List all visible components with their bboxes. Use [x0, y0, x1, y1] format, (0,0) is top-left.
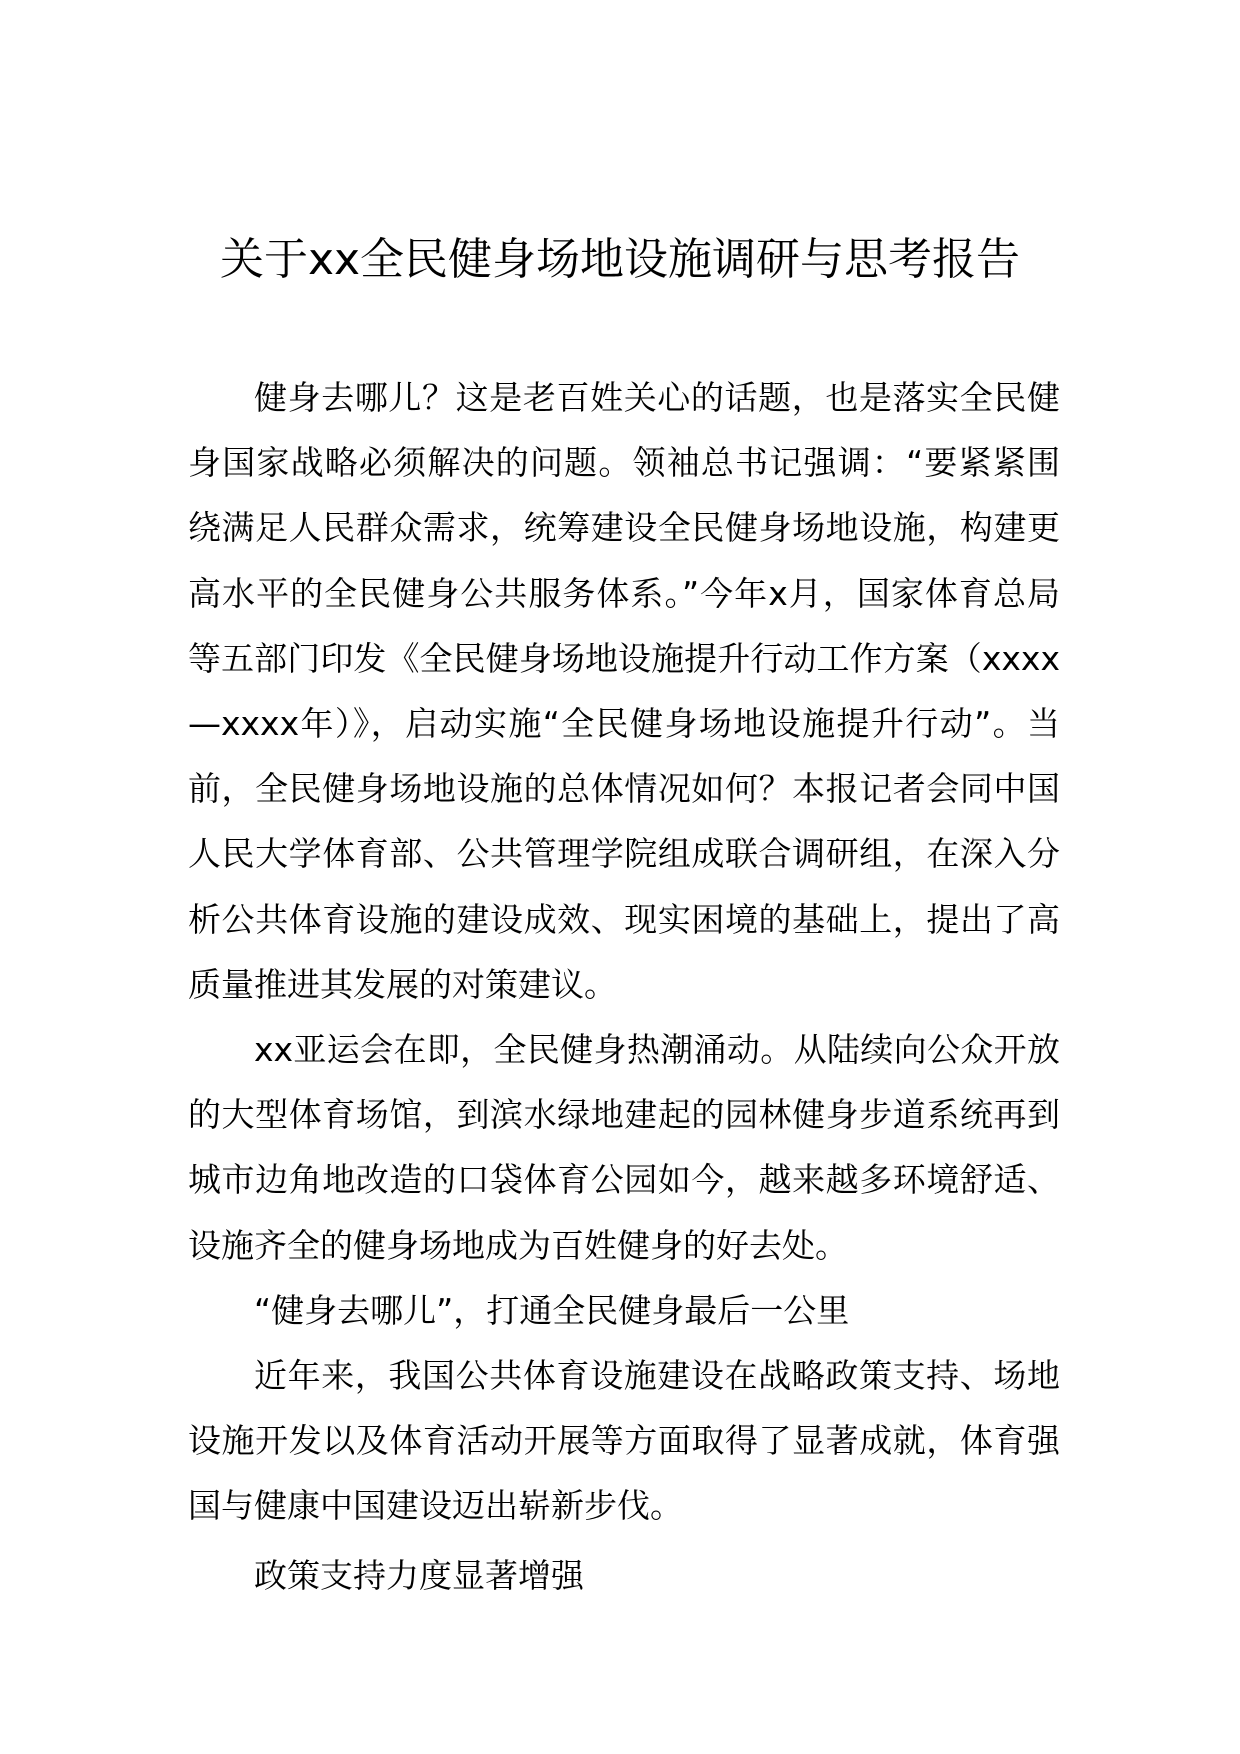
paragraph-asian-games: xx亚运会在即，全民健身热潮涌动。从陆续向公众开放的大型体育场馆，到滨水绿地建起的园林健身步道系统再到城市边角地改造的口袋体育公园如今，越来越多环境舒适、设施齐全的健身场地成为百姓健身的好去处。 — [188, 1030, 1060, 1265]
paragraph-achievements: 近年来，我国公共体育设施建设在战略政策支持、场地设施开发以及体育活动开展等方面取得了显著成就，体育强国与健康中国建设迈出崭新步伐。 — [188, 1356, 1060, 1526]
paragraph-intro: 健身去哪儿？这是老百姓关心的话题，也是落实全民健身国家战略必须解决的问题。领袖总书记强调：“要紧紧围绕满足人民群众需求，统筹建设全民健身场地设施，构建更高水平的全民健身公共服务体系。”今年x月，国家体育总局等五部门印发《全民健身场地设施提升行动工作方案（xxxx—xxxx年）》，启动实施“全民健身场地设施提升行动”。当前，全民健身场地设施的总体情况如何？本报记者会同中国人民大学体育部、公共管理学院组成联合调研组，在深入分析公共体育设施的建设成效、现实困境的基础上，提出了高质量推进其发展的对策建议。 — [188, 378, 1060, 1004]
section-heading-fitness: “健身去哪儿”，打通全民健身最后一公里 — [254, 1290, 850, 1330]
section-heading-policy: 政策支持力度显著增强 — [254, 1555, 584, 1595]
document-body — [188, 365, 1060, 1608]
document-title: 关于xx全民健身场地设施调研与思考报告 — [219, 234, 1021, 285]
